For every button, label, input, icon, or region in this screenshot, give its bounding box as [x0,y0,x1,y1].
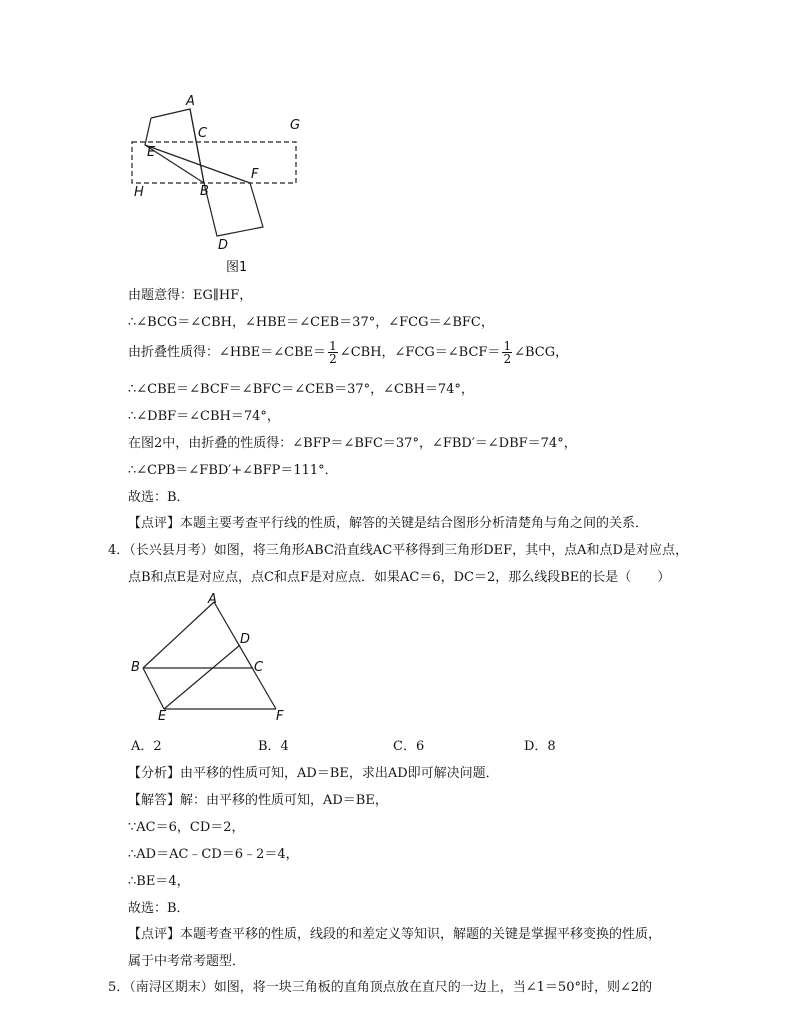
q4-label-f: F [276,709,284,724]
q4-label-b: B [131,660,140,675]
sol3-line-2: ∴∠BCG＝∠CBH，∠HBE＝∠CEB＝37°，∠FCG＝∠BFC， [128,315,494,330]
sol3-line-3b: ∠CBH，∠FCG＝∠BCF＝ [339,345,501,360]
fig1-label-f: F [251,167,259,182]
bottom-rect [204,183,263,236]
fig1-label-h: H [134,185,144,200]
q4-label-e: E [158,709,167,724]
q4-answer-1: 【解答】解：由平移的性质可知，AD＝BE， [128,793,388,808]
q4-comment-1: 【点评】本题考查平移的性质，线段的和差定义等知识，解题的关键是掌握平移变换的性质， [128,927,662,942]
q4-analysis: 【分析】由平移的性质可知，AD＝BE，求出AD即可解决问题． [128,766,499,781]
q4-answer-4: ∴BE＝4， [128,874,190,889]
seg-de [164,645,240,709]
fig1-label-g: G [290,118,301,133]
sol3-line-4: ∴∠CBE＝∠BCF＝∠BFC＝∠CEB＝37°，∠CBH＝74°， [128,382,474,397]
q4-option-d[interactable]: D．8 [524,739,556,754]
sol3-line-6: 在图2中，由折叠的性质得：∠BFP＝∠BFC＝37°，∠FBD′＝∠DBF＝74°， [128,436,577,451]
fig1-label-d: D [218,238,229,253]
q4-stem-1: 4．（长兴县月考）如图，将三角形ABC沿直线AC平移得到三角形DEF，其中，点A和点D是对应点， [108,543,688,558]
sol3-comment: 【点评】本题主要考查平行线的性质，解答的关键是结合图形分析清楚角与角之间的关系． [128,516,649,531]
fig1-label-b: B [200,184,209,199]
q5-stem: 5．（南浔区期末）如图，将一块三角板的直角顶点放在直尺的一边上，当∠1＝50°时，则∠2的 [108,980,653,995]
fig1-caption: 图1 [226,260,248,275]
fraction-half-2: $\frac{1}{2}$ [503,339,512,366]
q4-stem-2: 点B和点E是对应点，点C和点F是对应点．如果AC＝6，DC＝2，那么线段BE的长是（ ） [128,570,671,585]
sol3-line-3 [128,340,568,365]
q4-label-c: C [254,660,264,675]
q4-answer-2: ∵AC＝6，CD＝2， [128,820,245,835]
q4-label-a: A [208,592,217,607]
fig1-label-c: C [198,126,208,141]
q4-label-d: D [240,632,251,647]
sol3-line-3a: 由折叠性质得：∠HBE＝∠CBE＝ [128,345,327,360]
sol3-line-7: ∴∠CPB＝∠FBD′+∠BFP＝111°． [128,463,338,478]
q4-answer-5: 故选：B． [128,901,190,916]
sol3-line-1: 由题意得：EG∥HF， [128,288,253,303]
figure-q4 [130,590,300,720]
fig1-label-a: A [186,94,195,109]
q4-option-b[interactable]: B．4 [258,739,289,754]
lower-flap [190,109,204,183]
q4-option-c[interactable]: C．6 [393,739,425,754]
sol3-line-8: 故选：B． [128,490,190,505]
sol3-line-3c: ∠BCG， [514,345,569,360]
fig1-label-e: E [147,145,156,160]
fraction-half-1: $\frac{1}{2}$ [329,339,337,366]
sol3-line-5: ∴∠DBF＝∠CBH＝74°， [128,409,280,424]
q4-option-a[interactable]: A．2 [131,739,162,754]
dashed-strip [132,142,296,183]
q4-comment-2: 属于中考常考题型． [128,954,246,969]
q4-answer-3: ∴AD＝AC﹣CD＝6﹣2＝4， [128,847,299,862]
seg-be [143,668,164,709]
seg-ab [143,602,214,668]
seg-af [214,602,276,709]
